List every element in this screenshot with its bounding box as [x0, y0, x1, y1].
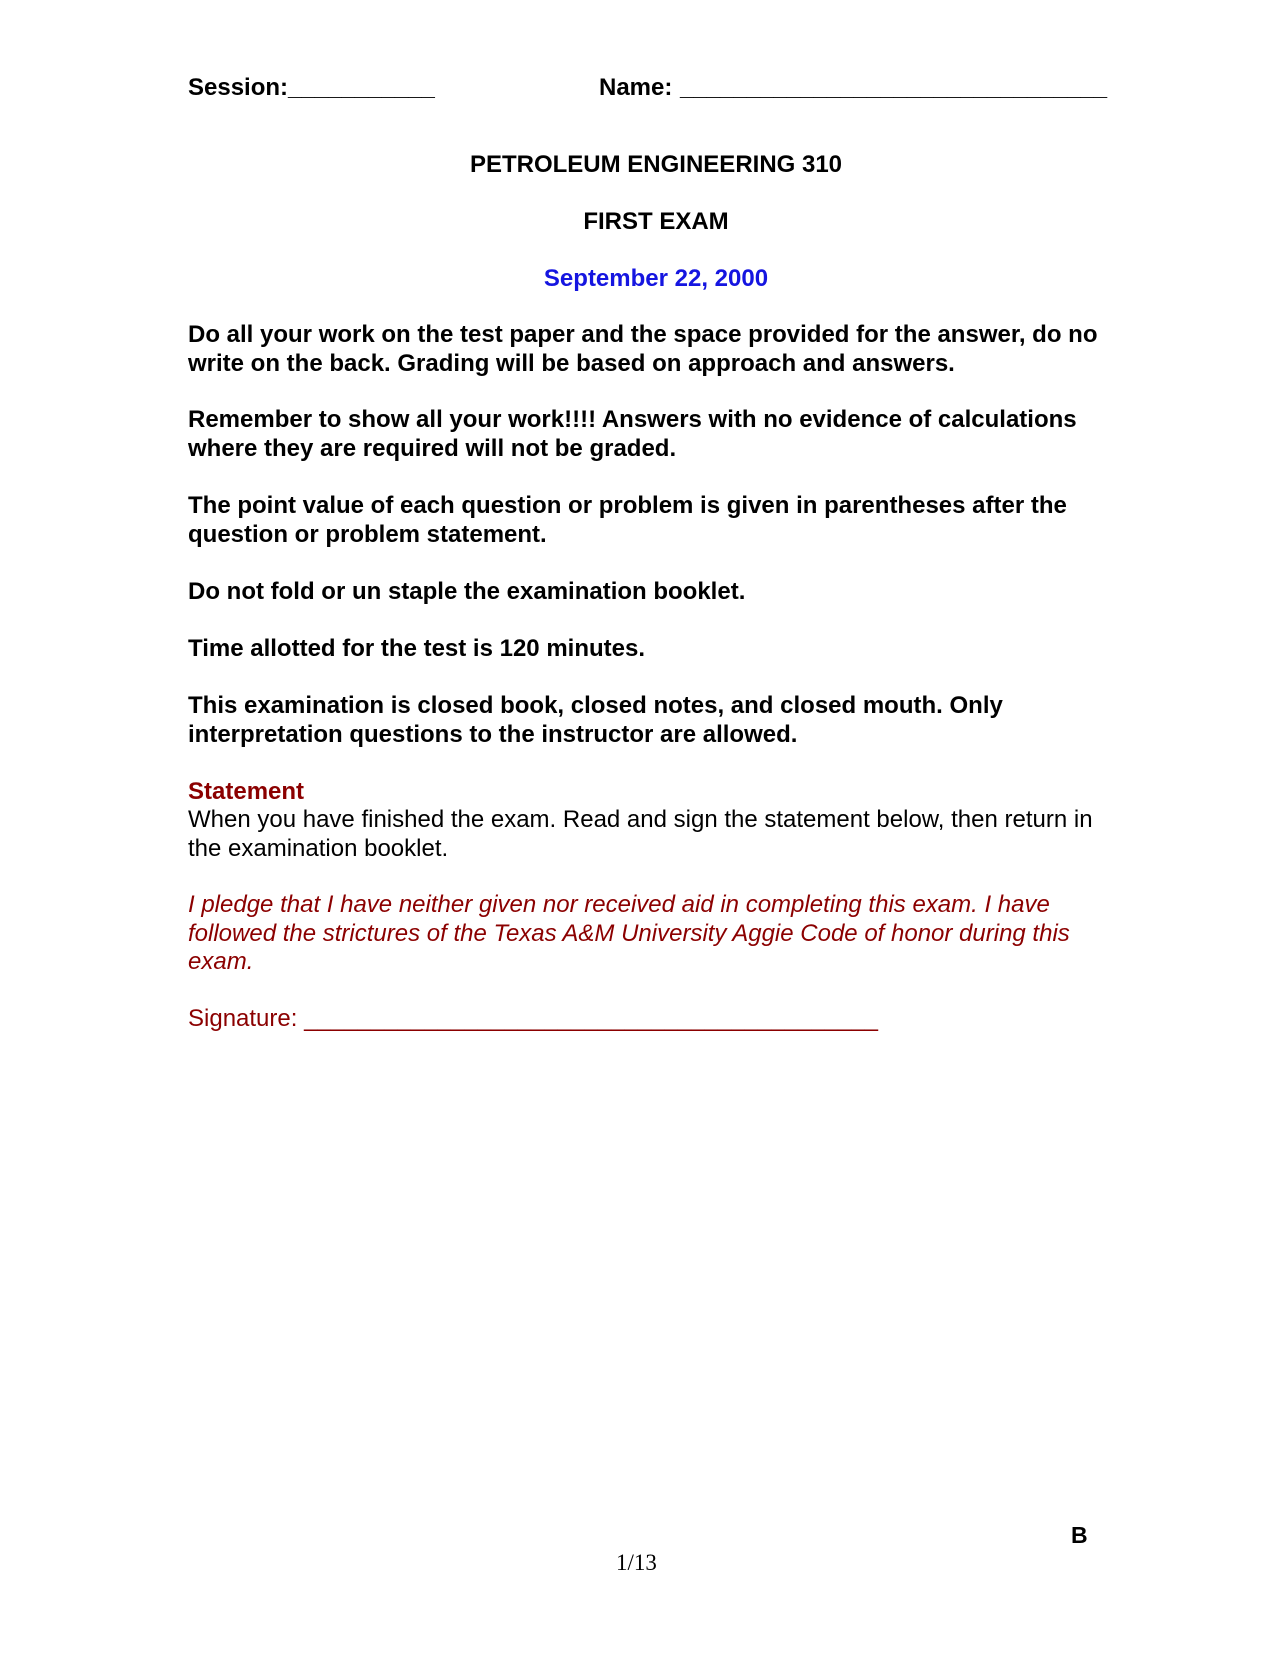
instruction-do-not-fold: Do not fold or un staple the examination booklet.: [188, 578, 746, 605]
exam-version: B: [1071, 1522, 1088, 1548]
session-label: Session:___________: [188, 74, 435, 101]
instruction-point-value: The point value of each question or problem is given in parentheses after the question or problem statement.: [188, 492, 1067, 548]
honor-pledge: I pledge that I have neither given nor received aid in completing this exam. I have followed the strictures of the Texas A&M University Aggie Code of honor during this exam.: [188, 891, 1070, 975]
name-label: Name:: [599, 74, 673, 101]
instruction-work-on-paper: Do all your work on the test paper and the space provided for the answer, do no write on the back. Grading will be based on approach and answers.: [188, 321, 1098, 377]
name-line: ________________________________: [680, 74, 1108, 101]
instruction-closed-book: This examination is closed book, closed notes, and closed mouth. Only interpretation questions to the instructor are allowed.: [188, 692, 1003, 748]
exam-date: September 22, 2000: [543, 265, 769, 292]
exam-title: FIRST EXAM: [583, 208, 729, 235]
statement-heading: Statement: [188, 778, 305, 805]
page-number: 1/13: [616, 1550, 657, 1575]
course-title: PETROLEUM ENGINEERING 310: [469, 151, 843, 178]
instruction-show-work: Remember to show all your work!!!! Answers with no evidence of calculations where they are required will not be graded.: [188, 406, 1077, 462]
instruction-time-allotted: Time allotted for the test is 120 minutes.: [188, 635, 646, 662]
statement-body: When you have finished the exam. Read and sign the statement below, then return in the examination booklet.: [188, 806, 1093, 862]
signature-line: Signature: ___________________________________________: [188, 1005, 879, 1032]
